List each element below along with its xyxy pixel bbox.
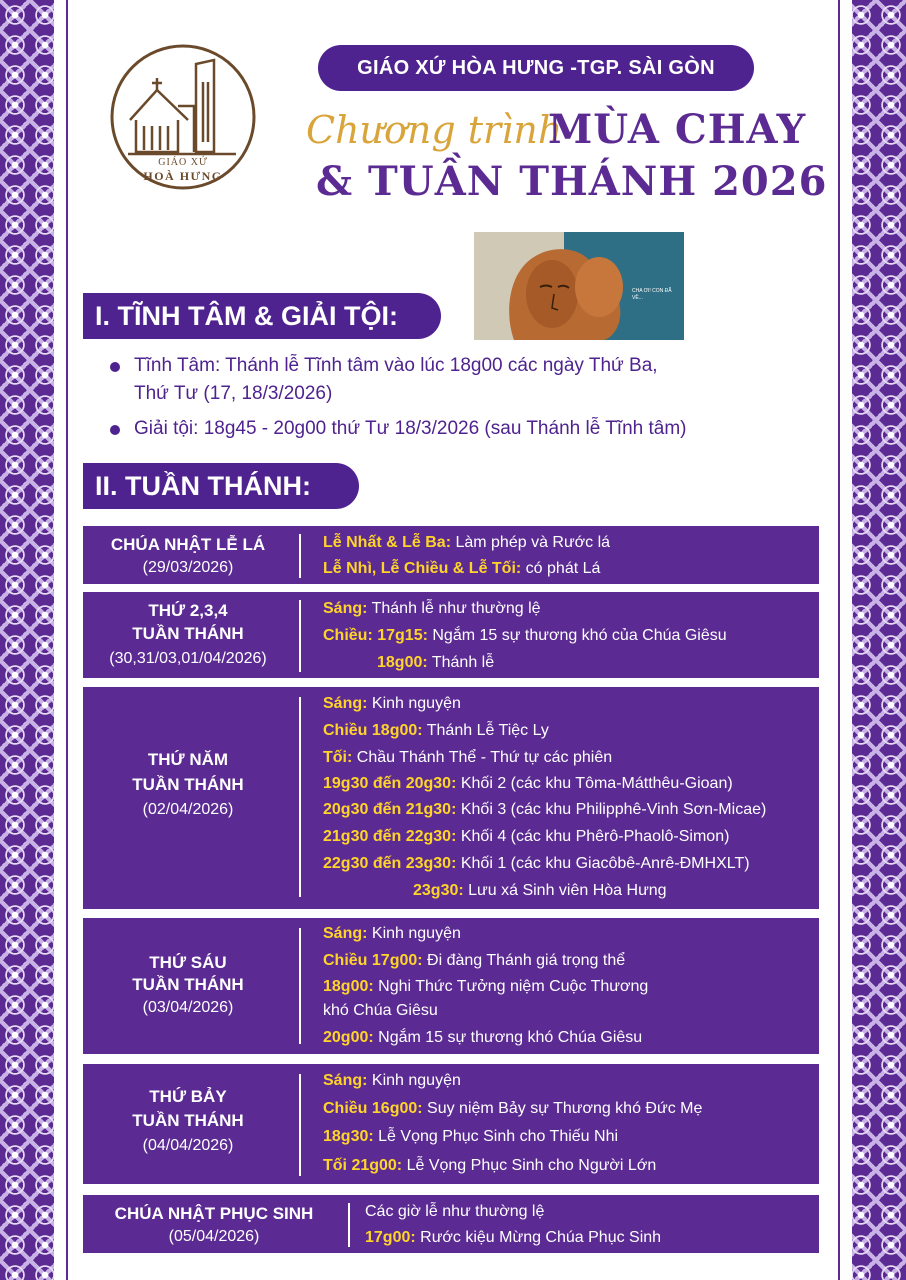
right-border-line: [838, 0, 840, 1280]
schedule-row: 21g30 đến 22g30: Khối 4 (các khu Phêrô-Phaolô-Simon): [323, 828, 730, 845]
schedule-row: 23g30: Lưu xá Sinh viên Hòa Hưng: [413, 882, 667, 899]
block-day-label: TUẦN THÁNH: [132, 775, 244, 794]
bullet-retreat: [110, 352, 658, 408]
schedule-row: Sáng: Kinh nguyện: [323, 925, 461, 942]
block-day-label: TUẦN THÁNH: [132, 1111, 244, 1130]
bullet-retreat-line2: Thứ Tư (17, 18/3/2026): [134, 383, 333, 404]
block-divider: [299, 1074, 301, 1176]
schedule-row: Chiều: 17g15: Ngắm 15 sự thương khó của Chúa Giêsu: [323, 627, 727, 644]
left-decorative-border: [0, 0, 60, 1280]
schedule-row: Sáng: Thánh lễ như thường lệ: [323, 600, 541, 617]
schedule-block-good-friday: [83, 918, 819, 1054]
block-date: (03/04/2026): [142, 999, 234, 1016]
schedule-block-holy-thursday: [83, 687, 819, 909]
bullet-retreat-line1: Tĩnh Tâm: Thánh lễ Tĩnh tâm vào lúc 18g00 các ngày Thứ Ba,: [134, 355, 658, 376]
section1-heading: I. TĨNH TÂM & GIẢI TỘI:: [83, 293, 441, 339]
schedule-row: Tối: Chầu Thánh Thể - Thứ tự các phiên: [323, 749, 613, 766]
block-date: (29/03/2026): [142, 559, 234, 576]
block-day-label: CHÚA NHẬT LỄ LÁ: [110, 535, 266, 554]
block-divider: [299, 600, 301, 672]
schedule-row: khó Chúa Giêsu: [323, 1002, 438, 1019]
block-divider: [348, 1203, 350, 1247]
block-divider: [299, 928, 301, 1044]
prodigal-son-artwork: [474, 232, 684, 340]
artwork-caption: CHA ƠI! CON ĐÃ VỀ...: [632, 288, 672, 301]
block-day-label: THỨ BẢY: [149, 1087, 227, 1106]
schedule-row: Chiều 18g00: Thánh Lễ Tiệc Ly: [323, 722, 549, 739]
block-day-label: THỨ 2,3,4: [148, 601, 228, 620]
schedule-block-easter-sunday: [83, 1195, 819, 1253]
bullet-dot: [110, 362, 120, 372]
section2-heading: II. TUẦN THÁNH:: [83, 463, 359, 509]
right-decorative-border: [846, 0, 906, 1280]
title-line1: MÙA CHAY: [548, 106, 807, 153]
schedule-row: 18g30: Lễ Vọng Phục Sinh cho Thiếu Nhi: [323, 1128, 619, 1145]
left-border-line: [66, 0, 68, 1280]
schedule-row: 20g00: Ngắm 15 sự thương khó Chúa Giêsu: [323, 1029, 643, 1046]
schedule-row: Lễ Nhì, Lễ Chiều & Lễ Tối: có phát Lá: [323, 560, 601, 577]
schedule-row: Sáng: Kinh nguyện: [323, 1072, 461, 1089]
block-day-label: THỨ NĂM: [147, 750, 229, 769]
block-day-label: TUẦN THÁNH: [132, 975, 244, 994]
bullet-dot: [110, 425, 120, 435]
schedule-block-mon-wed: [83, 592, 819, 678]
logo-line1: GIÁO XỨ: [158, 157, 208, 168]
block-day-label: CHÚA NHẬT PHỤC SINH: [114, 1204, 314, 1223]
title-script: Chương trình: [306, 108, 563, 152]
block-divider: [299, 534, 301, 578]
logo-line2: HOÀ HƯNG: [143, 169, 223, 183]
schedule-row: 18g00: Thánh lễ: [377, 654, 495, 671]
block-date: (30,31/03,01/04/2026): [109, 650, 267, 667]
schedule-row: Chiều 17g00: Đi đàng Thánh giá trọng thể: [323, 952, 626, 969]
block-divider: [299, 697, 301, 897]
schedule-row: 20g30 đến 21g30: Khối 3 (các khu Philipphê-Vinh Sơn-Micae): [323, 801, 767, 818]
schedule-row: Các giờ lễ như thường lệ: [365, 1203, 545, 1220]
schedule-row: 19g30 đến 20g30: Khối 2 (các khu Tôma-Mátthêu-Gioan): [323, 775, 733, 792]
schedule-block-holy-saturday: [83, 1064, 819, 1184]
block-day-label: THỨ SÁU: [149, 953, 227, 972]
schedule-block-palm-sunday: [83, 526, 819, 584]
block-date: (04/04/2026): [142, 1137, 234, 1154]
schedule-row: 17g00: Rước kiệu Mừng Chúa Phục Sinh: [365, 1229, 662, 1246]
bullet-confession: [110, 415, 687, 443]
schedule-row: Tối 21g00: Lễ Vọng Phục Sinh cho Người Lớn: [323, 1157, 657, 1174]
title-line2: & TUẦN THÁNH 2026: [316, 158, 828, 205]
schedule-row: Lễ Nhất & Lễ Ba: Làm phép và Rước lá: [323, 534, 611, 551]
block-date: (02/04/2026): [142, 801, 234, 818]
parish-name-banner: GIÁO XỨ HÒA HƯNG -TGP. SÀI GÒN: [318, 45, 754, 91]
schedule-row: 22g30 đến 23g30: Khối 1 (các khu Giacôbê-Anrê-ĐMHXLT): [323, 855, 750, 872]
block-day-label: TUẦN THÁNH: [132, 624, 244, 643]
schedule-row: Chiều 16g00: Suy niệm Bảy sự Thương khó Đức Mẹ: [323, 1100, 703, 1117]
schedule-row: 18g00: Nghi Thức Tưởng niệm Cuộc Thương: [323, 978, 649, 995]
schedule-row: Sáng: Kinh nguyện: [323, 695, 461, 712]
bullet-confession-text: Giải tội: 18g45 - 20g00 thứ Tư 18/3/2026 (sau Thánh lễ Tĩnh tâm): [134, 418, 687, 439]
block-date: (05/04/2026): [168, 1228, 260, 1245]
